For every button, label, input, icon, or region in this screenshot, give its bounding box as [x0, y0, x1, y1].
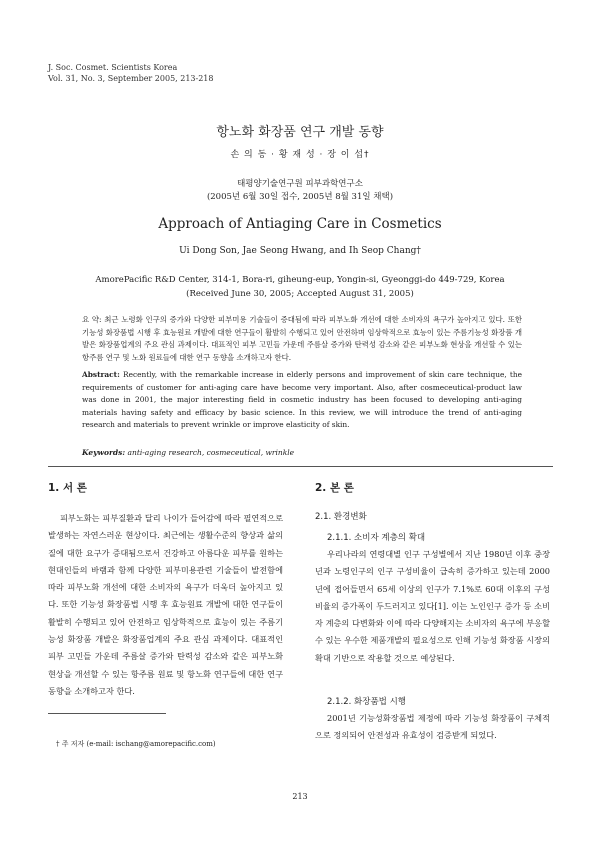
- section2-heading: 2. 본 론: [315, 482, 354, 494]
- english-title: Approach of Antiaging Care in Cosmetics: [158, 216, 442, 232]
- section1-paragraph: 피부노화는 피부질환과 달리 나이가 들어감에 따라 필연적으로 발생하는 자연스러운 현상이다. 최근에는 생활수준의 향상과 삶의 질에 대한 요구가 증대됨으로서 건강하고 아름다운 피부를 원하는 현대인들의 바램과 함께 다양한 피부미용관련 기술들이 발전함에 따라 피부노화 개선에 대한 소비자의 욕구가 더욱더 높아지고 있다. 또한 기능성 화장품법 시행 후 효능원료 개발에 대한 연구들이 활발히 수행되고 있어 안전하고 임상학적으로 효능이 있는 주름기능성 화장품 개발은 화장품업계의 주요 관심 과제이다. 대표적인 피부 고민들 가운데 주름살 증가와 탄력성 감소와 같은 피부노화 현상을 개선할 수 있는 항주름 원료 및 항노화 연구들에 대한 연구 동향을 소개하고자 한다.: [48, 513, 283, 696]
- subsection-2-1-2: 2.1.2. 화장품법 시행: [327, 697, 406, 707]
- english-authors: Ui Dong Son, Jae Seong Hwang, and Ih Seop Chang†: [179, 246, 421, 256]
- section2-1-2-paragraph: 2001년 기능성화장품법 제정에 따라 기능성 화장품이 구체적으로 정의되어 안전성과 유효성이 검증받게 되었다.: [315, 713, 550, 741]
- korean-authors: 손 의 동 · 황 재 성 · 장 이 섭†: [230, 150, 370, 160]
- section2-1-2-body: [315, 710, 550, 745]
- english-affiliation: AmorePacific R&D Center, 314-1, Bora-ri, giheung-eup, Yongin-si, Gyeonggi-do 449-729, Korea: [95, 275, 505, 285]
- section2-1-1-paragraph: 우리나라의 연령대별 인구 구성별에서 지난 1980년 이후 중장년과 노령인구의 인구 구성비율이 급속히 증가하고 있는데 2000년에 접어들면서 65세 이상의 인구가 7.1%로 60대 이후의 구성비율의 증가폭이 두드러지고 있다[1]. 이는 노인인구 증가 등 소비자 계층의 다변화와 이에 따라 다양해지는 소비자의 욕구에 부응할 수 있는 우수한 제품개발의 필요성으로 인해 기능성 화장품 시장의 확대 기반으로 작용할 것으로 예상된다.: [315, 549, 550, 663]
- page-number: 213: [292, 792, 308, 801]
- footnote-rule: [48, 713, 166, 714]
- section1-body: [48, 510, 283, 700]
- footnote: † 주 저자 (e-mail: ischang@amorepacific.com): [56, 740, 216, 748]
- korean-dates: (2005년 6월 30일 접수, 2005년 8월 31일 채택): [206, 192, 394, 202]
- korean-affiliation: 태평양기술연구원 피부과학연구소: [237, 179, 363, 189]
- english-dates: (Received June 30, 2005; Accepted August 31, 2005): [186, 289, 414, 299]
- abstract-label: Abstract:: [82, 370, 120, 379]
- section2-1-1-body: [315, 546, 550, 667]
- english-abstract: [82, 369, 522, 439]
- journal-name: J. Soc. Cosmet. Scientists Korea: [48, 63, 178, 72]
- korean-title: 항노화 화장품 연구 개발 동향: [216, 125, 384, 140]
- keywords-text: anti-aging research, cosmeceutical, wrinkle: [127, 448, 295, 457]
- section1-heading: 1. 서 론: [48, 482, 87, 494]
- keywords: [82, 448, 294, 457]
- journal-volume: Vol. 31, No. 3, September 2005, 213-218: [48, 74, 214, 83]
- subsection-2-1-1: 2.1.1. 소비자 계층의 확대: [327, 533, 426, 543]
- korean-abstract: 요 약: 최근 노령화 인구의 증가와 다양한 피부미용 기술들이 증대됨에 따라 피부노화 개선에 대한 소비자의 욕구가 높아지고 있다. 또한 기능성 화장품법 시행 후 효능원료 개발에 대한 연구들이 활발히 수행되고 있어 안전하며 임상학적으로 효능이 있는 주름기능성 화장품 개발은 화장품업계의 주요 관심 과제이다. 대표적인 피부 고민들 가운데 주름살 증가와 탄력성 감소와 같은 피부노화 현상을 개선할 수 있는 항주름 연구 및 노화 원료들에 대한 연구 동향을 소개하고자 한다.: [82, 315, 522, 362]
- journal-header: [48, 62, 214, 84]
- subsection-2-1: 2.1. 환경변화: [315, 512, 367, 522]
- divider: [48, 466, 553, 467]
- keywords-label: Keywords:: [82, 448, 126, 457]
- abstract-text: Recently, with the remarkable increase in elderly persons and improvement of skin care technique, the requirements of customer for anti-aging care have become very important. Also, after cosmeceutical-product law was done in 2001, the major interesting field in cosmetic industry has been focused to developing anti-aging materials having safety and efficacy by basic science. In this review, we will introduce the trend of anti-aging research and materials to prevent wrinkle or improve elasticity of skin.: [82, 370, 522, 430]
